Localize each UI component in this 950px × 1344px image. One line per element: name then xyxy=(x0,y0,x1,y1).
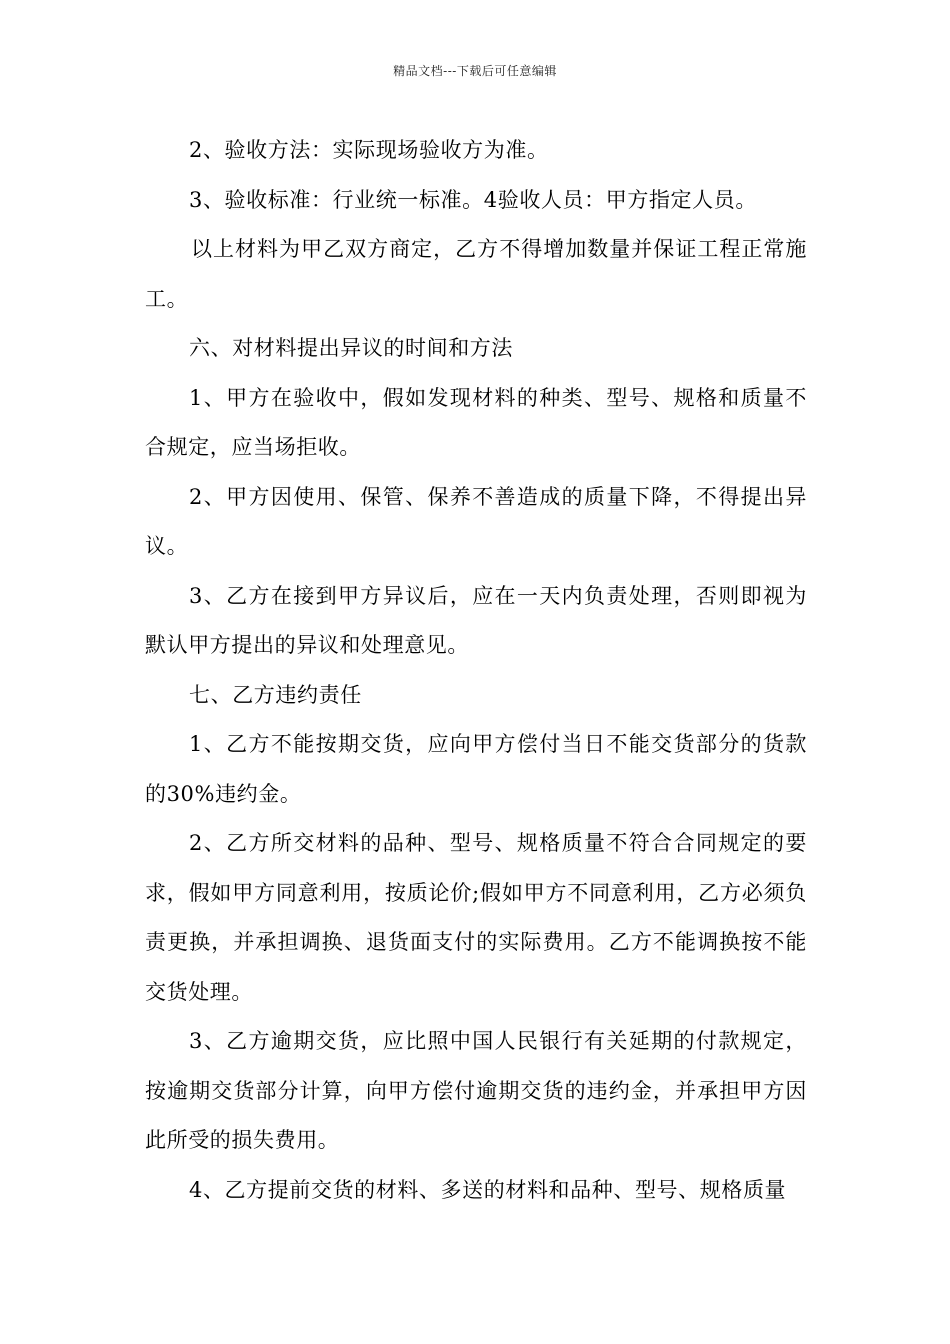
paragraph-objection-3: 3、乙方在接到甲方异议后，应在一天内负责处理，否则即视为默认甲方提出的异议和处理意见。 xyxy=(145,583,807,657)
paragraph-acceptance-method: 2、验收方法：实际现场验收方为准。 xyxy=(189,138,549,162)
section-heading-breach: 七、乙方违约责任 xyxy=(189,682,362,707)
paragraph-breach-4: 4、乙方提前交货的材料、多送的材料和品种、型号、规格质量 xyxy=(189,1177,787,1202)
paragraph-breach-2: 2、乙方所交材料的品种、型号、规格质量不符合合同规定的要求，假如甲方同意利用，按质论价;假如甲方不同意利用，乙方必须负责更换，并承担调换、退货面支付的实际费用。乙方不能调换按不能交货处理。 xyxy=(145,831,807,1004)
paragraph-breach-3: 3、乙方逾期交货，应比照中国人民银行有关延期的付款规定，按逾期交货部分计算，向甲方偿付逾期交货的违约金，并承担甲方因此所受的损失费用。 xyxy=(145,1029,807,1152)
paragraph-objection-1: 1、甲方在验收中，假如发现材料的种类、型号、规格和质量不合规定，应当场拒收。 xyxy=(145,385,807,459)
paragraph-breach-1: 1、乙方不能按期交货，应向甲方偿付当日不能交货部分的货款的30%违约金。 xyxy=(145,732,807,806)
paragraph-materials-agreement: 以上材料为甲乙双方商定，乙方不得增加数量并保证工程正常施工。 xyxy=(145,237,807,311)
document-body xyxy=(145,126,807,1215)
paragraph-acceptance-standard: 3、验收标准：行业统一标准。4验收人员：甲方指定人员。 xyxy=(189,187,757,212)
page-header: 精品文档---下载后可任意编辑 xyxy=(393,64,557,78)
section-heading-objection: 六、对材料提出异议的时间和方法 xyxy=(189,336,513,360)
paragraph-objection-2: 2、甲方因使用、保管、保养不善造成的质量下降，不得提出异议。 xyxy=(145,484,807,558)
